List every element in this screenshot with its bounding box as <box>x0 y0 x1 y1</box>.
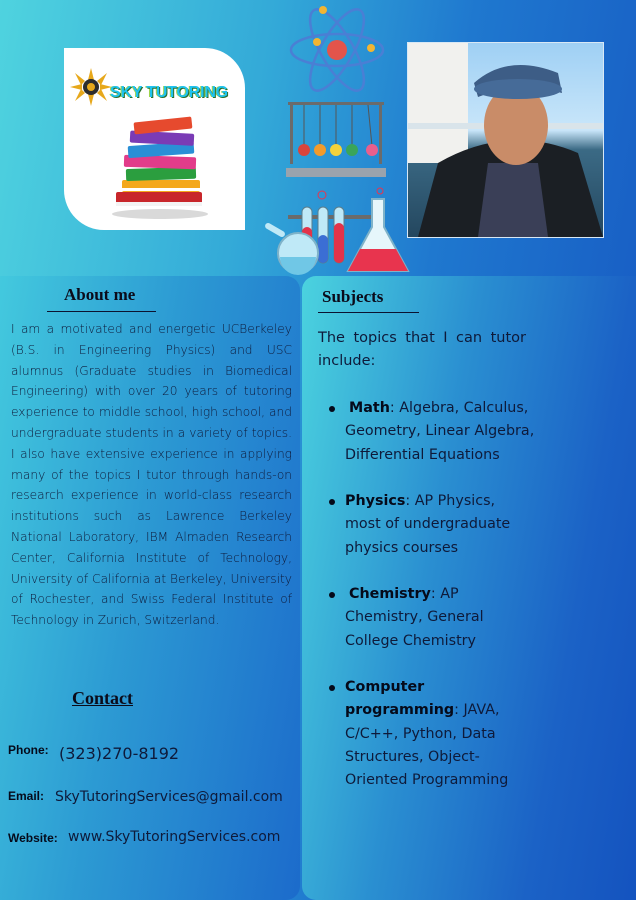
logo-card <box>64 48 245 230</box>
tutor-portrait <box>408 43 603 237</box>
newtons-cradle-icon <box>286 102 386 177</box>
subject-detail: : AP Chemistry, General College Chemistry <box>345 586 484 649</box>
bullet-icon <box>329 406 335 412</box>
subject-item <box>345 583 535 653</box>
subject-title: Chemistry <box>349 586 431 602</box>
bullet-icon <box>329 592 335 598</box>
subject-item <box>345 490 535 560</box>
email-label: Email: <box>8 789 45 803</box>
website-label: Website: <box>8 831 58 845</box>
subjects-heading: Subjects <box>322 287 384 306</box>
subject-detail: : JAVA, C/C++, Python, Data Structures, Object-Oriented Programming <box>345 702 509 789</box>
lab-flasks-icon <box>264 188 408 275</box>
sun-logo-icon <box>66 66 116 108</box>
subject-title: Computer programming <box>345 679 455 719</box>
books-icon <box>108 110 208 220</box>
subjects-heading-rule <box>318 312 419 313</box>
subject-item <box>345 676 515 792</box>
subject-title: Physics <box>345 493 406 509</box>
subject-detail: : Algebra, Calculus, Geometry, Linear Algebra, Differential Equations <box>345 400 535 463</box>
about-body: I am a motivated and energetic UCBerkeley (B.S. in Engineering Physics) and USC alumnus (Graduate studies in Biomedical Engineering) with over 20 years of tutoring experience to middle school, high school, and undergraduate students in a variety of topics. I also have extensive experience in applying many of the topics I tutor through hands-on research experience in world-class research institutions such as Lawrence Berkeley National Laboratory, IBM Almaden Research Center, California Institute of Technology, University of California at Berkeley, University of Rochester, and Swiss Federal Institute of Technology in Zurich, Switzerland. <box>11 322 292 628</box>
phone-value[interactable]: (323)270-8192 <box>59 744 180 763</box>
bullet-icon <box>329 499 335 505</box>
subjects-intro: The topics that I can tutor include: <box>318 330 526 369</box>
atom-icon <box>291 2 383 98</box>
tutor-photo <box>407 42 604 238</box>
about-heading: About me <box>64 285 136 304</box>
science-illustration <box>262 2 412 277</box>
subject-detail: : AP Physics, most of undergraduate physics courses <box>345 493 511 556</box>
phone-label: Phone: <box>8 743 49 757</box>
logo-text: SKY TUTORING <box>110 84 228 101</box>
about-heading-rule <box>47 311 156 312</box>
website-value[interactable]: www.SkyTutoringServices.com <box>68 829 281 845</box>
contact-heading: Contact <box>72 688 133 708</box>
email-value[interactable]: SkyTutoringServices@gmail.com <box>55 789 283 805</box>
subject-item <box>345 397 535 467</box>
bullet-icon <box>329 685 335 691</box>
subject-title: Math <box>349 400 390 416</box>
